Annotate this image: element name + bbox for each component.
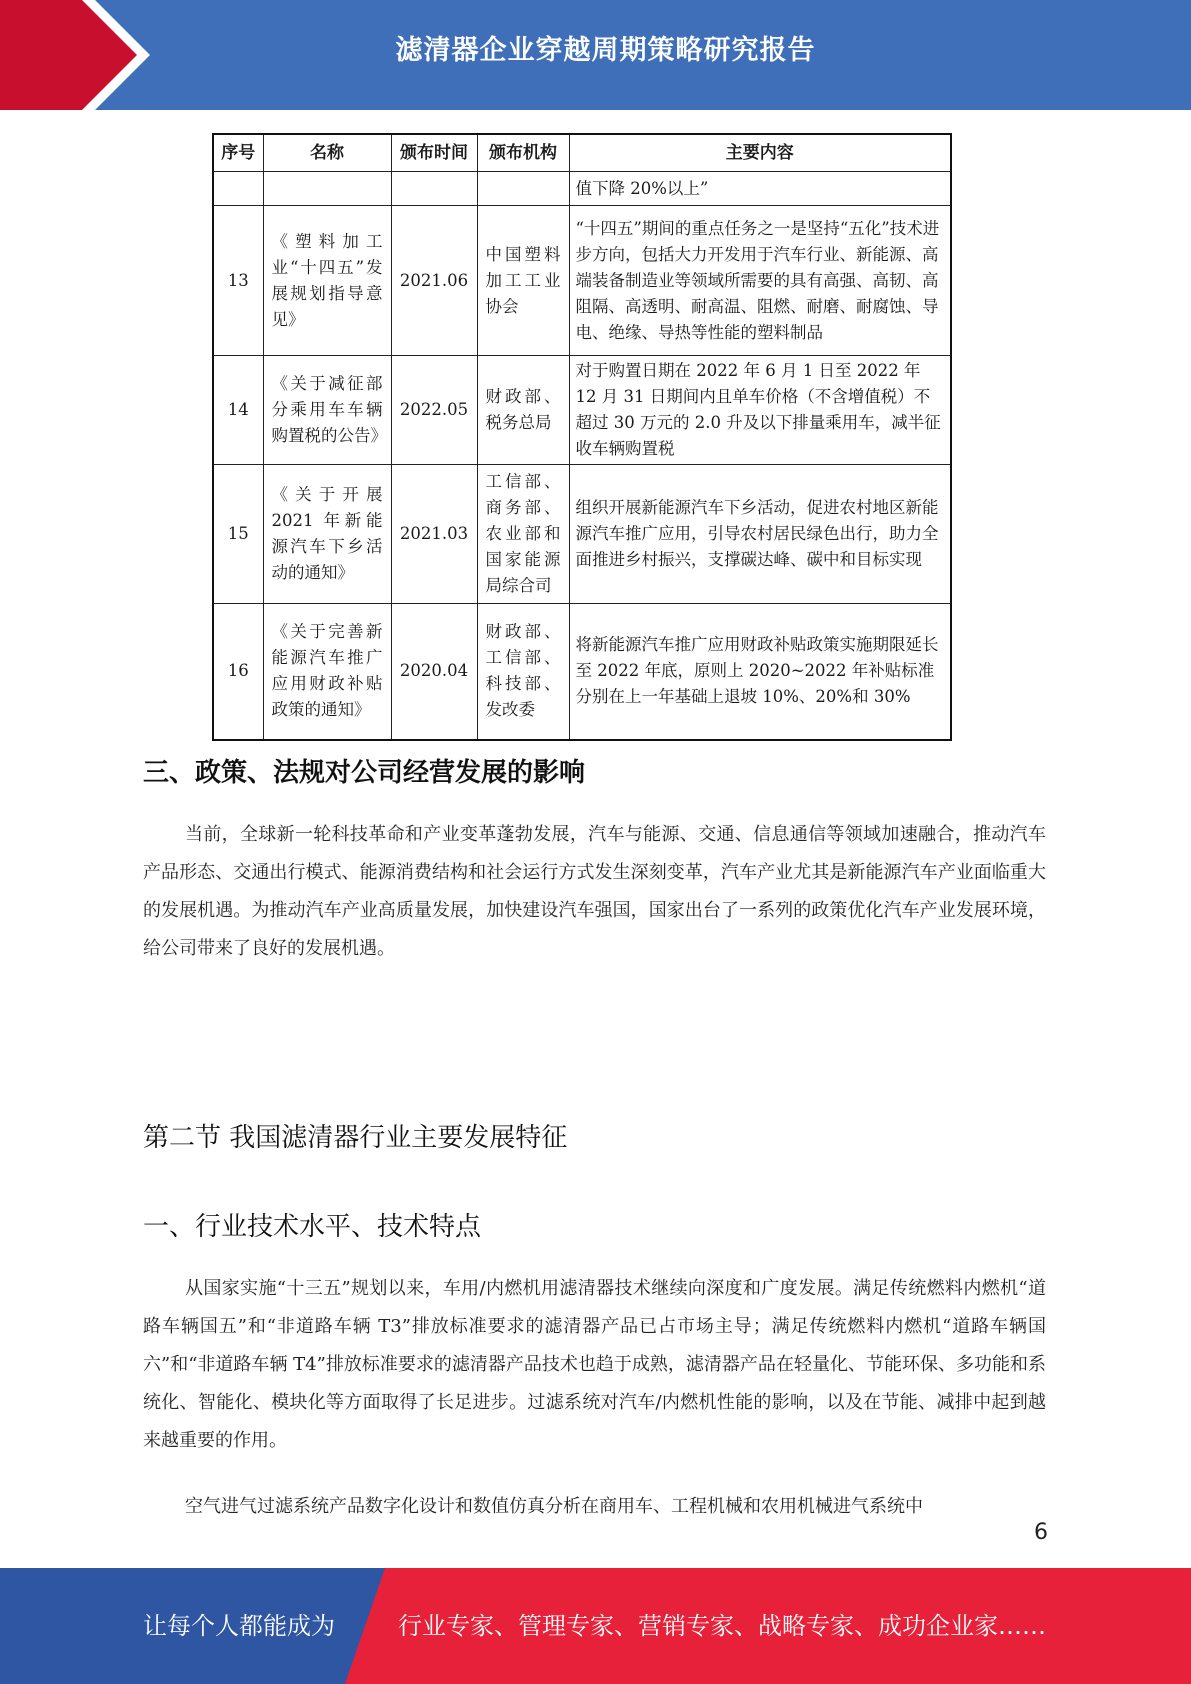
policy-content: 将新能源汽车推广应用财政补贴政策实施期限延长至 2022 年底，原则上 2020~2022 年补贴标准分别在上一年基础上退坡 10%、20%和 30% xyxy=(569,604,951,740)
chapter-section-heading: 第二节 我国滤清器行业主要发展特征 xyxy=(143,1123,568,1153)
page-header xyxy=(0,0,1191,110)
policy-content: “十四五”期间的重点任务之一是坚持“五化”技术进步方向，包括大力开发用于汽车行业、新能源、高端装备制造业等领域所需要的具有高强、高韧、高阻隔、高透明、耐高温、阻燃、耐磨、耐腐蚀、导电、绝缘、导热等性能的塑料制品 xyxy=(569,206,951,356)
issuing-org xyxy=(477,172,569,206)
issue-date: 2021.06 xyxy=(391,206,477,356)
issue-date xyxy=(391,172,477,206)
column-header-name: 名称 xyxy=(263,134,391,172)
footer-slogan-right: 行业专家、管理专家、营销专家、战略专家、成功企业家…… xyxy=(398,1612,1046,1640)
row-number xyxy=(213,172,263,206)
row-number: 16 xyxy=(213,604,263,740)
issuing-org: 工信部、商务部、农业部和国家能源局综合司 xyxy=(477,465,569,604)
issuing-org: 中国塑料加工工业协会 xyxy=(477,206,569,356)
issuing-org: 财政部、税务总局 xyxy=(477,356,569,465)
column-header-date: 颁布时间 xyxy=(391,134,477,172)
row-number: 15 xyxy=(213,465,263,604)
section-heading-policy-impact: 三、政策、法规对公司经营发展的影响 xyxy=(143,758,586,788)
subsection-heading-technology: 一、行业技术水平、技术特点 xyxy=(143,1212,482,1242)
policy-content: 组织开展新能源汽车下乡活动，促进农村地区新能源汽车推广应用，引导农村居民绿色出行，助力全面推进乡村振兴，支撑碳达峰、碳中和目标实现 xyxy=(569,465,951,604)
report-title: 滤清器企业穿越周期策略研究报告 xyxy=(395,35,816,66)
policy-table xyxy=(212,133,952,741)
paragraph-technology-2: 空气进气过滤系统产品数字化设计和数值仿真分析在商用车、工程机械和农用机械进气系统中 xyxy=(185,1496,923,1517)
column-header-content: 主要内容 xyxy=(569,134,951,172)
policy-name: 《塑料加工业“十四五”发展规划指导意见》 xyxy=(263,206,391,356)
policy-content: 对于购置日期在 2022 年 6 月 1 日至 2022 年 12 月 31 日期间内且单车价格（不含增值税）不超过 30 万元的 2.0 升及以下排量乘用车，减半征收车辆购置税 xyxy=(569,356,951,465)
paragraph-policy-impact: 当前，全球新一轮科技革命和产业变革蓬勃发展，汽车与能源、交通、信息通信等领域加速融合，推动汽车产品形态、交通出行模式、能源消费结构和社会运行方式发生深刻变革，汽车产业尤其是新能源汽车产业面临重大的发展机遇。为推动汽车产业高质量发展，加快建设汽车强国，国家出台了一系列的政策优化汽车产业发展环境，给公司带来了良好的发展机遇。 xyxy=(143,824,1046,959)
policy-name xyxy=(263,172,391,206)
policy-content: 值下降 20%以上” xyxy=(569,172,951,206)
policy-name: 《关于开展 2021 年新能源汽车下乡活动的通知》 xyxy=(263,465,391,604)
issue-date: 2021.03 xyxy=(391,465,477,604)
column-header-no: 序号 xyxy=(213,134,263,172)
table-row xyxy=(213,206,951,356)
column-header-org: 颁布机构 xyxy=(477,134,569,172)
table-header-row xyxy=(213,134,951,172)
issue-date: 2022.05 xyxy=(391,356,477,465)
paragraph-technology-1: 从国家实施“十三五”规划以来，车用/内燃机用滤清器技术继续向深度和广度发展。满足传统燃料内燃机“道路车辆国五”和“非道路车辆 T3”排放标准要求的滤清器产品已占市场主导；满足传统燃料内燃机“道路车辆国六”和“非道路车辆 T4”排放标准要求的滤清器产品技术也趋于成熟，滤清器产品在轻量化、节能环保、多功能和系统化、智能化、模块化等方面取得了长足进步。过滤系统对汽车/内燃机性能的影响，以及在节能、减排中起到越来越重要的作用。 xyxy=(143,1278,1046,1451)
page-number: 6 xyxy=(1034,1520,1048,1545)
table-row xyxy=(213,356,951,465)
table-row xyxy=(213,172,951,206)
row-number: 14 xyxy=(213,356,263,465)
table-row xyxy=(213,465,951,604)
table-row xyxy=(213,604,951,740)
issue-date: 2020.04 xyxy=(391,604,477,740)
footer-slogan-left: 让每个人都能成为 xyxy=(143,1612,335,1640)
row-number: 13 xyxy=(213,206,263,356)
policy-name: 《关于减征部分乘用车车辆购置税的公告》 xyxy=(263,356,391,465)
policy-name: 《关于完善新能源汽车推广应用财政补贴政策的通知》 xyxy=(263,604,391,740)
issuing-org: 财政部、工信部、科技部、发改委 xyxy=(477,604,569,740)
page-footer xyxy=(0,1568,1191,1684)
